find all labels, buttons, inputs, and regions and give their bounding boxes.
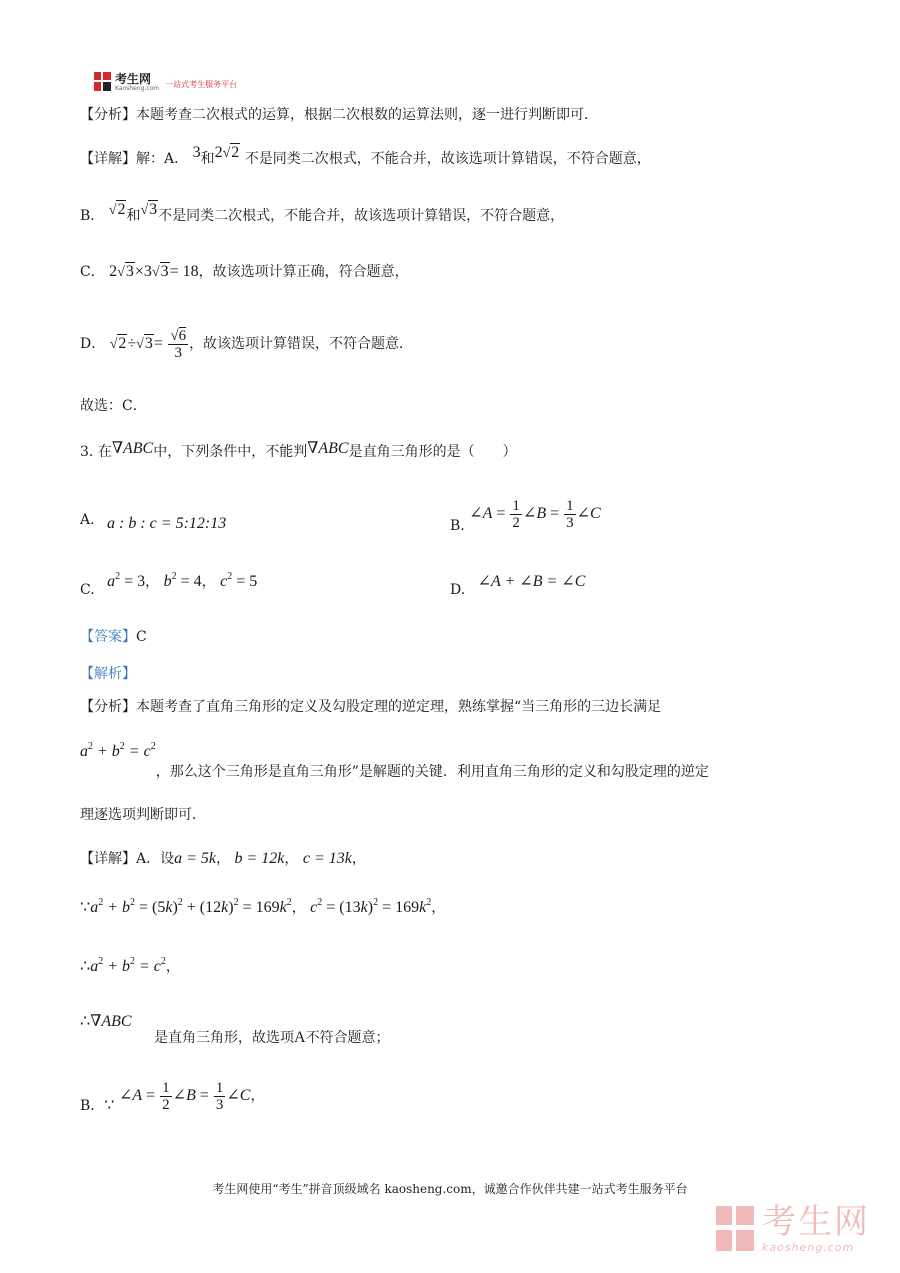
footer-text: 考生网使用“考生”拼音顶级域名 kaosheng.com，诚邀合作伙伴共建一站式考生服务平台 xyxy=(212,1182,688,1196)
watermark-domain: kaosheng.com xyxy=(762,1241,855,1254)
q3-analysis-line-2: $a^2 + b^2 = c^2$，那么这个三角形是直角三角形”是解题的关键．利用直角三角形的定义和勾股定理的逆定 xyxy=(80,741,709,780)
q2-detail-a: 【详解】解：A． 3和2√2 不是同类二次根式，不能合并，故该选项计算错误，不符合题意， xyxy=(80,144,651,167)
q3-because-line: $\because a^2 + b^2 = (5k)^2 + (12k)^2 = 169k^2$， $c^2 = (13k)^2 = 169k^2$， xyxy=(80,897,446,916)
q2-detail-d: D． √2÷√3= $\frac{√6}{3}$ ，故该选项计算错误，不符合题意． xyxy=(80,327,414,361)
q2-detail-c: C． 2√3×3√3= 18，故该选项计算正确，符合题意， xyxy=(80,263,409,280)
q2-choice: 故选：C． xyxy=(80,398,147,414)
q3-detail-a: 【详解】A．设a = 5k， b = 12k， c = 13k， xyxy=(80,850,366,867)
fraction: $\frac{√6}{3}$ xyxy=(170,327,187,361)
watermark-logo xyxy=(716,1203,870,1254)
logo-slogan: 一站式考生服务平台 xyxy=(165,79,238,89)
q3-detail-b: B．∵ ∠A = $\frac{1}{2}$ ∠B = $\frac{1}{3}$ ∠C， xyxy=(80,1079,265,1114)
watermark-name: 考生网 xyxy=(762,1202,870,1242)
watermark-icon xyxy=(716,1206,756,1252)
q3-jiexi-tag: 【解析】 xyxy=(80,666,136,682)
logo-icon xyxy=(94,72,112,92)
q3-conclusion: ∴∇ABC 是直角三角形，故选项A不符合题意； xyxy=(80,1013,390,1046)
q3-option-c: C. $a^2 = 3$， $b^2 = 4$， $c^2 = 5$ xyxy=(80,571,258,598)
q3-option-a: A. a : b : c = 5:12:13 xyxy=(80,512,227,532)
logo-name: 考生网 xyxy=(115,71,152,86)
logo-domain: Kaosheng.com xyxy=(115,84,160,92)
q3-option-b: B. ∠A = $\frac{1}{2}$ ∠B = $\frac{1}{3}$ ∠C xyxy=(450,497,601,534)
q3-stem: 3. 在∇ABC中，下列条件中，不能判∇ABC是直角三角形的是（ ） xyxy=(80,440,517,460)
q3-answer: 【答案】C xyxy=(80,629,147,645)
q2-analysis: 【分析】本题考查二次根式的运算，根据二次根数的运算法则，逐一进行判断即可． xyxy=(80,107,598,123)
q3-option-d: D. ∠A + ∠B = ∠C xyxy=(450,573,586,598)
q3-analysis-line-1: 【分析】本题考查了直角三角形的定义及勾股定理的逆定理，熟练掌握“当三角形的三边长满足 xyxy=(80,699,662,715)
header-logo xyxy=(94,70,237,94)
q3-analysis-line-3: 理逐选项判断即可． xyxy=(80,807,206,823)
q3-therefore-line: $\therefore a^2 + b^2 = c^2$， xyxy=(80,956,180,975)
q2-detail-b: B． √2和√3不是同类二次根式，不能合并，故该选项计算错误，不符合题意， xyxy=(80,201,565,224)
